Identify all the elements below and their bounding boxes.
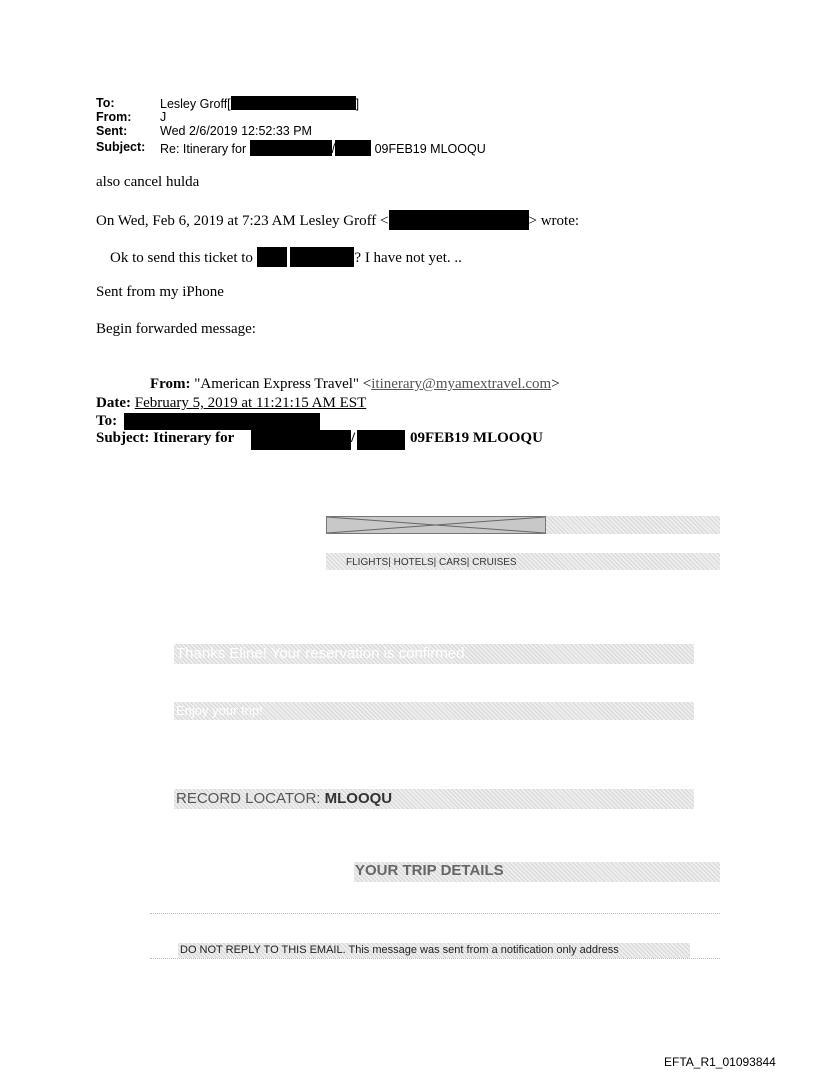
- enjoy-text: Enjoy your trip!: [176, 703, 263, 718]
- redaction: [357, 430, 405, 450]
- divider: [150, 913, 720, 914]
- fwd-subject-label: Subject: Itinerary for: [96, 430, 235, 446]
- subject-suffix: 09FEB19 MLOOQU: [374, 142, 486, 156]
- reply-wrote: > wrote:: [528, 213, 580, 229]
- from-value: J: [160, 110, 167, 124]
- quote-prefix: Ok to send this ticket to: [110, 250, 253, 266]
- redaction: [257, 247, 287, 267]
- redaction: [231, 96, 356, 110]
- redaction: [335, 140, 371, 156]
- divider: [150, 958, 720, 959]
- fwd-subject-line: [96, 430, 234, 447]
- sent-value: Wed 2/6/2019 12:52:33 PM: [160, 124, 312, 138]
- reply-intro-line: [96, 210, 579, 230]
- body-line-cancel: also cancel hulda: [96, 174, 200, 190]
- subject-value: [160, 140, 486, 156]
- record-locator: [176, 790, 392, 807]
- subject-slash: /: [331, 142, 336, 156]
- redaction: [251, 430, 351, 450]
- redaction: [124, 413, 320, 430]
- sent-from-iphone: Sent from my iPhone: [96, 284, 224, 300]
- fwd-subject-suffix: 09FEB19 MLOOQU: [410, 430, 543, 446]
- fwd-to-label: To:: [96, 413, 118, 429]
- record-locator-label: RECORD LOCATOR:: [176, 790, 325, 807]
- begin-forwarded: Begin forwarded message:: [96, 321, 256, 337]
- reply-intro: On Wed, Feb 6, 2019 at 7:23 AM Lesley Groff <: [96, 213, 389, 229]
- fwd-date-label: Date:: [96, 395, 131, 411]
- fwd-date-value: February 5, 2019 at 11:21:15 AM EST: [134, 395, 367, 411]
- fwd-from-email[interactable]: itinerary@myamextravel.com: [371, 376, 552, 392]
- to-close: ]: [355, 97, 360, 111]
- to-value: [160, 96, 359, 111]
- subject-prefix: Re: Itinerary for: [160, 142, 247, 156]
- to-name: Lesley Groff[: [160, 97, 231, 111]
- fwd-to-line: [96, 413, 117, 430]
- broken-logo-image: [326, 516, 546, 534]
- fwd-subject-slash: /: [351, 430, 356, 446]
- image-placeholder-icon: [327, 517, 545, 533]
- do-not-reply-notice: DO NOT REPLY TO THIS EMAIL. This message was sent from a notification only address: [180, 944, 619, 956]
- nav-links[interactable]: FLIGHTS| HOTELS| CARS| CRUISES: [346, 557, 517, 568]
- subject-label: Subject:: [96, 140, 146, 154]
- redaction: [389, 210, 529, 230]
- quote-suffix: ? I have not yet. ..: [354, 250, 462, 266]
- redaction: [290, 247, 354, 267]
- fwd-from-line: [150, 376, 560, 393]
- quoted-message: [110, 247, 462, 267]
- fwd-from-name: "American Express Travel" <: [194, 376, 372, 392]
- to-label: To:: [96, 96, 115, 110]
- fwd-from-label: From:: [150, 376, 191, 392]
- bates-number: EFTA_R1_01093844: [664, 1055, 776, 1069]
- fwd-from-close: >: [551, 376, 560, 392]
- from-label: From:: [96, 110, 132, 124]
- trip-details-heading: YOUR TRIP DETAILS: [355, 862, 504, 879]
- thanks-text: Thanks Eline! Your reservation is confirmed.: [176, 645, 469, 662]
- sent-label: Sent:: [96, 124, 128, 138]
- record-locator-value: MLOOQU: [324, 790, 393, 807]
- fwd-date-line: [96, 395, 366, 412]
- redaction: [250, 140, 332, 156]
